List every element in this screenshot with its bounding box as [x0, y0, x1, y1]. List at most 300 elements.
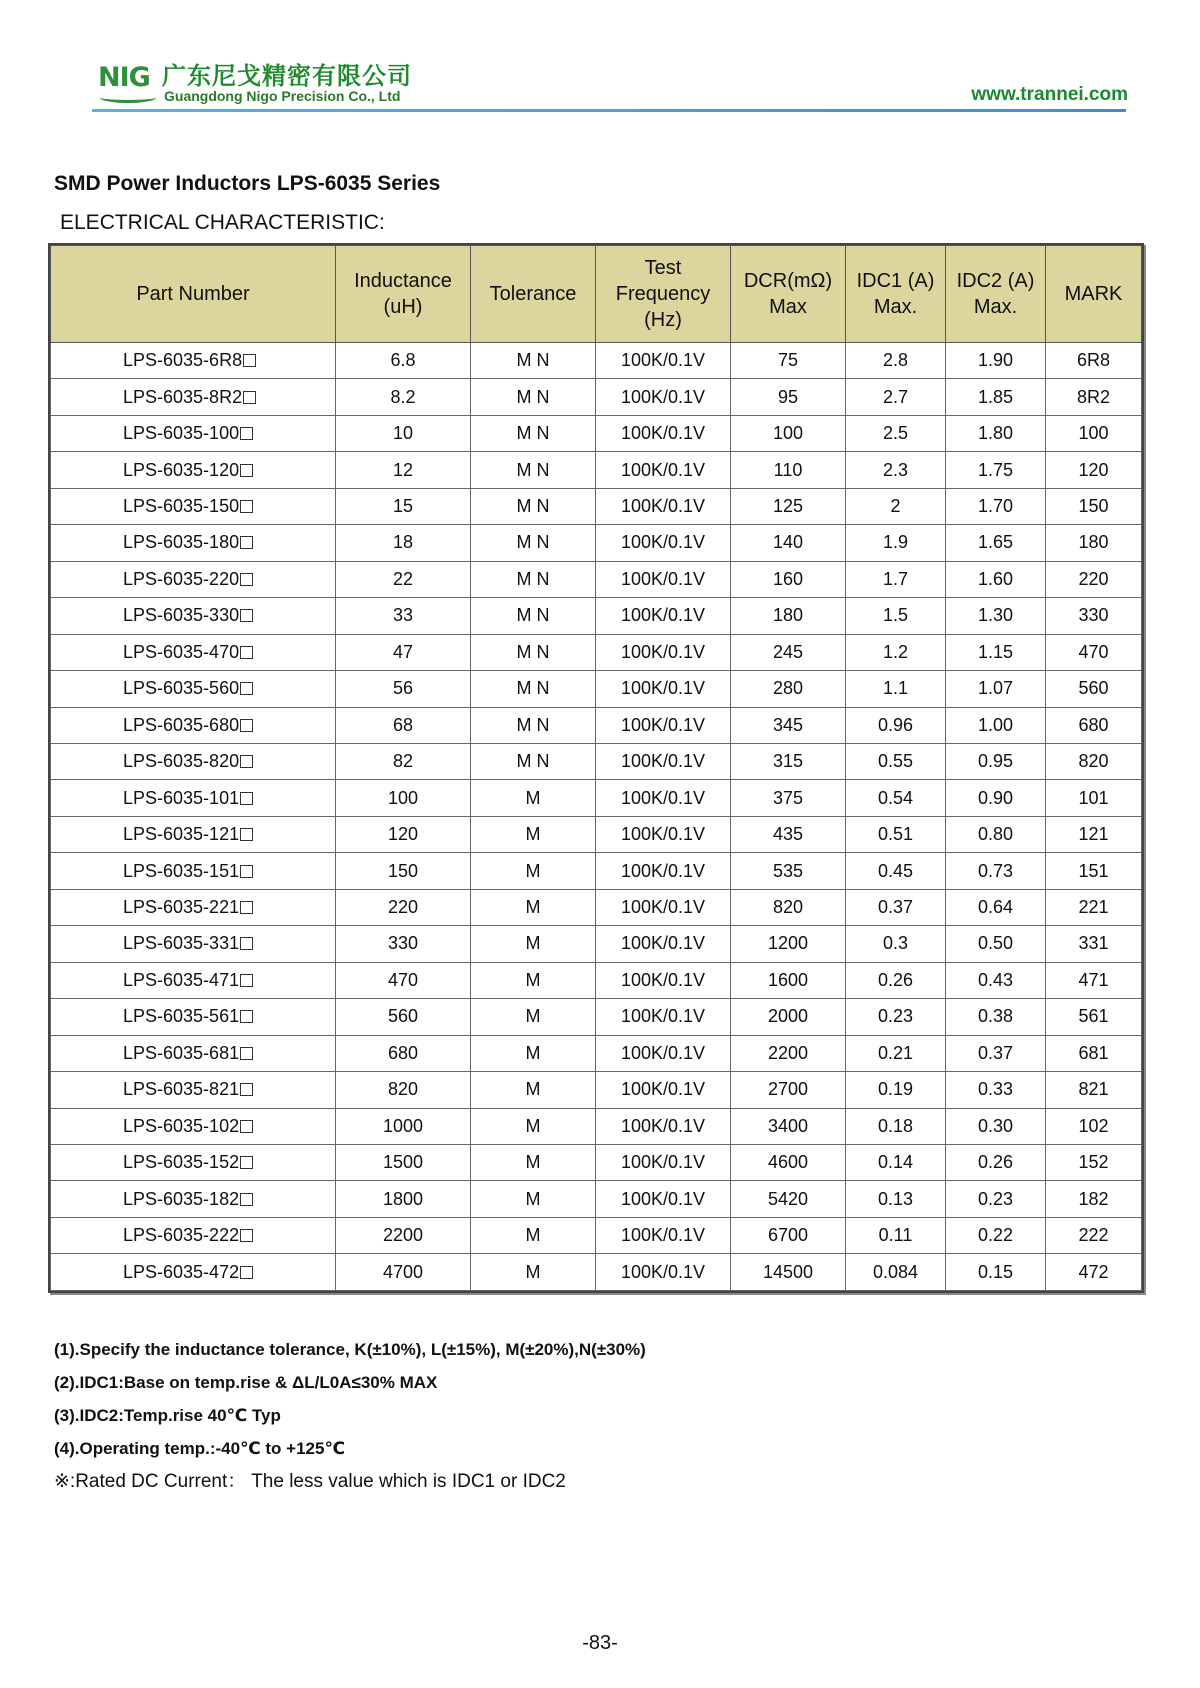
part-number-text: LPS-6035-220 [123, 568, 240, 589]
idc1-cell: 0.13 [846, 1181, 946, 1217]
tolerance-code-box-icon [240, 500, 253, 513]
tolerance-cell: M [471, 1072, 596, 1108]
table-row [51, 962, 1142, 998]
tolerance-code-box-icon [240, 427, 253, 440]
idc2-cell: 0.33 [946, 1072, 1046, 1108]
test-frequency-cell: 100K/0.1V [596, 999, 731, 1035]
idc1-cell: 0.14 [846, 1144, 946, 1180]
dcr-cell: 160 [731, 561, 846, 597]
test-frequency-cell: 100K/0.1V [596, 1217, 731, 1253]
idc2-cell: 0.37 [946, 1035, 1046, 1071]
tolerance-cell: M N [471, 634, 596, 670]
part-number-cell [51, 561, 336, 597]
table-row [51, 1108, 1142, 1144]
tolerance-cell: M [471, 780, 596, 816]
dcr-cell: 280 [731, 671, 846, 707]
mark-cell: 820 [1046, 743, 1142, 779]
tolerance-cell: M N [471, 707, 596, 743]
table-row [51, 1072, 1142, 1108]
part-number-text: LPS-6035-561 [123, 1006, 240, 1027]
inductance-cell: 2200 [336, 1217, 471, 1253]
idc2-cell: 0.22 [946, 1217, 1046, 1253]
table-row [51, 634, 1142, 670]
inductance-cell: 56 [336, 671, 471, 707]
idc2-cell: 0.50 [946, 926, 1046, 962]
idc1-cell: 2.8 [846, 343, 946, 379]
inductance-cell: 680 [336, 1035, 471, 1071]
idc1-cell: 0.26 [846, 962, 946, 998]
idc2-cell: 0.38 [946, 999, 1046, 1035]
page-header [98, 52, 1128, 112]
idc1-cell: 0.45 [846, 853, 946, 889]
part-number-text: LPS-6035-182 [123, 1188, 240, 1209]
idc1-cell: 0.18 [846, 1108, 946, 1144]
mark-cell: 471 [1046, 962, 1142, 998]
idc2-cell: 1.07 [946, 671, 1046, 707]
mark-cell: 152 [1046, 1144, 1142, 1180]
page-number: -83- [582, 1632, 618, 1654]
tolerance-cell: M N [471, 743, 596, 779]
table-row [51, 598, 1142, 634]
idc2-cell: 1.90 [946, 343, 1046, 379]
idc2-cell: 0.73 [946, 853, 1046, 889]
table-row [51, 488, 1142, 524]
test-frequency-cell: 100K/0.1V [596, 379, 731, 415]
idc1-cell: 1.5 [846, 598, 946, 634]
idc2-cell: 0.95 [946, 743, 1046, 779]
tolerance-cell: M [471, 1181, 596, 1217]
table-row [51, 853, 1142, 889]
tolerance-code-box-icon [240, 1083, 253, 1096]
mark-cell: 151 [1046, 853, 1142, 889]
part-number-cell [51, 743, 336, 779]
idc2-cell: 1.70 [946, 488, 1046, 524]
tolerance-cell: M N [471, 561, 596, 597]
dcr-cell: 75 [731, 343, 846, 379]
part-number-cell [51, 816, 336, 852]
dcr-cell: 95 [731, 379, 846, 415]
test-frequency-cell: 100K/0.1V [596, 415, 731, 451]
tolerance-code-box-icon [243, 354, 256, 367]
tolerance-cell: M N [471, 415, 596, 451]
inductance-cell: 4700 [336, 1254, 471, 1291]
col-header-dcr: DCR(mΩ) Max [731, 246, 846, 343]
col-header-idc2: IDC2 (A) Max. [946, 246, 1046, 343]
table-row [51, 561, 1142, 597]
test-frequency-cell: 100K/0.1V [596, 780, 731, 816]
mark-cell: 222 [1046, 1217, 1142, 1253]
dcr-cell: 535 [731, 853, 846, 889]
part-number-cell [51, 1254, 336, 1291]
test-frequency-cell: 100K/0.1V [596, 889, 731, 925]
part-number-text: LPS-6035-8R2 [123, 386, 243, 407]
tolerance-cell: M N [471, 488, 596, 524]
mark-cell: 150 [1046, 488, 1142, 524]
idc1-cell: 0.51 [846, 816, 946, 852]
dcr-cell: 4600 [731, 1144, 846, 1180]
dcr-cell: 1200 [731, 926, 846, 962]
idc1-cell: 0.21 [846, 1035, 946, 1071]
mark-cell: 100 [1046, 415, 1142, 451]
mark-cell: 101 [1046, 780, 1142, 816]
idc2-cell: 0.23 [946, 1181, 1046, 1217]
idc2-cell: 0.15 [946, 1254, 1046, 1291]
inductance-cell: 560 [336, 999, 471, 1035]
tolerance-code-box-icon [240, 1120, 253, 1133]
tolerance-code-box-icon [240, 1193, 253, 1206]
dcr-cell: 6700 [731, 1217, 846, 1253]
idc1-cell: 2.7 [846, 379, 946, 415]
website-link[interactable]: www.trannei.com [971, 84, 1128, 105]
col-header-mark: MARK [1046, 246, 1142, 343]
inductance-cell: 100 [336, 780, 471, 816]
tolerance-cell: M [471, 926, 596, 962]
idc1-cell: 0.55 [846, 743, 946, 779]
idc1-cell: 0.23 [846, 999, 946, 1035]
mark-cell: 330 [1046, 598, 1142, 634]
part-number-cell [51, 1144, 336, 1180]
inductance-cell: 47 [336, 634, 471, 670]
tolerance-cell: M [471, 999, 596, 1035]
dcr-cell: 245 [731, 634, 846, 670]
test-frequency-cell: 100K/0.1V [596, 1108, 731, 1144]
idc1-cell: 0.37 [846, 889, 946, 925]
notes-section [54, 1333, 646, 1498]
test-frequency-cell: 100K/0.1V [596, 598, 731, 634]
table-row [51, 780, 1142, 816]
tolerance-cell: M [471, 889, 596, 925]
inductance-cell: 330 [336, 926, 471, 962]
mark-cell: 331 [1046, 926, 1142, 962]
idc1-cell: 0.96 [846, 707, 946, 743]
tolerance-code-box-icon [240, 573, 253, 586]
idc2-cell: 1.75 [946, 452, 1046, 488]
part-number-cell [51, 1217, 336, 1253]
idc2-cell: 1.85 [946, 379, 1046, 415]
dcr-cell: 315 [731, 743, 846, 779]
tolerance-code-box-icon [240, 865, 253, 878]
part-number-text: LPS-6035-221 [123, 897, 240, 918]
inductance-cell: 12 [336, 452, 471, 488]
part-number-cell [51, 343, 336, 379]
tolerance-cell: M N [471, 671, 596, 707]
dcr-cell: 14500 [731, 1254, 846, 1291]
table-row [51, 743, 1142, 779]
test-frequency-cell: 100K/0.1V [596, 1144, 731, 1180]
dcr-cell: 5420 [731, 1181, 846, 1217]
part-number-text: LPS-6035-101 [123, 787, 240, 808]
col-header-tolerance: Tolerance [471, 246, 596, 343]
dcr-cell: 1600 [731, 962, 846, 998]
mark-cell: 221 [1046, 889, 1142, 925]
part-number-cell [51, 598, 336, 634]
part-number-text: LPS-6035-6R8 [123, 350, 243, 371]
idc1-cell: 1.9 [846, 525, 946, 561]
idc2-cell: 0.30 [946, 1108, 1046, 1144]
tolerance-cell: M [471, 1254, 596, 1291]
tolerance-code-box-icon [240, 536, 253, 549]
idc2-cell: 1.60 [946, 561, 1046, 597]
tolerance-cell: M [471, 816, 596, 852]
part-number-text: LPS-6035-821 [123, 1079, 240, 1100]
part-number-cell [51, 379, 336, 415]
test-frequency-cell: 100K/0.1V [596, 1181, 731, 1217]
idc2-cell: 0.64 [946, 889, 1046, 925]
inductance-cell: 150 [336, 853, 471, 889]
part-number-text: LPS-6035-151 [123, 860, 240, 881]
idc1-cell: 0.11 [846, 1217, 946, 1253]
logo-text: NIG [98, 62, 150, 93]
part-number-text: LPS-6035-121 [123, 824, 240, 845]
mark-cell: 472 [1046, 1254, 1142, 1291]
tolerance-code-box-icon [240, 609, 253, 622]
inductance-cell: 1000 [336, 1108, 471, 1144]
inductance-cell: 6.8 [336, 343, 471, 379]
mark-cell: 121 [1046, 816, 1142, 852]
table-row [51, 671, 1142, 707]
test-frequency-cell: 100K/0.1V [596, 671, 731, 707]
mark-cell: 470 [1046, 634, 1142, 670]
tolerance-code-box-icon [240, 1010, 253, 1023]
idc1-cell: 0.54 [846, 780, 946, 816]
dcr-cell: 140 [731, 525, 846, 561]
test-frequency-cell: 100K/0.1V [596, 743, 731, 779]
table-row [51, 999, 1142, 1035]
idc1-cell: 1.2 [846, 634, 946, 670]
table-row [51, 1254, 1142, 1291]
inductance-cell: 68 [336, 707, 471, 743]
tolerance-code-box-icon [240, 1047, 253, 1060]
test-frequency-cell: 100K/0.1V [596, 1035, 731, 1071]
table-header-row [51, 246, 1142, 343]
inductance-cell: 820 [336, 1072, 471, 1108]
note-2: (2).IDC1:Base on temp.rise & ΔL/L0A≤30% MAX [54, 1373, 438, 1392]
tolerance-cell: M N [471, 598, 596, 634]
idc1-cell: 2 [846, 488, 946, 524]
part-number-text: LPS-6035-472 [123, 1261, 240, 1282]
test-frequency-cell: 100K/0.1V [596, 525, 731, 561]
part-number-cell [51, 707, 336, 743]
idc2-cell: 0.43 [946, 962, 1046, 998]
idc1-cell: 0.19 [846, 1072, 946, 1108]
table-row [51, 1035, 1142, 1071]
part-number-text: LPS-6035-180 [123, 532, 240, 553]
dcr-cell: 2200 [731, 1035, 846, 1071]
tolerance-code-box-icon [240, 937, 253, 950]
part-number-text: LPS-6035-680 [123, 714, 240, 735]
idc2-cell: 0.90 [946, 780, 1046, 816]
idc1-cell: 0.084 [846, 1254, 946, 1291]
table-row [51, 816, 1142, 852]
tolerance-cell: M [471, 853, 596, 889]
spec-table-container [48, 243, 1144, 1293]
inductance-cell: 470 [336, 962, 471, 998]
table-row [51, 1217, 1142, 1253]
dcr-cell: 125 [731, 488, 846, 524]
part-number-text: LPS-6035-470 [123, 641, 240, 662]
inductance-cell: 1800 [336, 1181, 471, 1217]
test-frequency-cell: 100K/0.1V [596, 343, 731, 379]
part-number-cell [51, 1035, 336, 1071]
dcr-cell: 820 [731, 889, 846, 925]
test-frequency-cell: 100K/0.1V [596, 816, 731, 852]
part-number-cell [51, 671, 336, 707]
tolerance-code-box-icon [240, 828, 253, 841]
tolerance-code-box-icon [240, 646, 253, 659]
tolerance-cell: M [471, 962, 596, 998]
tolerance-code-box-icon [240, 1229, 253, 1242]
tolerance-cell: M N [471, 525, 596, 561]
inductance-cell: 10 [336, 415, 471, 451]
table-row [51, 1181, 1142, 1217]
part-number-text: LPS-6035-471 [123, 969, 240, 990]
mark-cell: 8R2 [1046, 379, 1142, 415]
test-frequency-cell: 100K/0.1V [596, 707, 731, 743]
part-number-cell [51, 1181, 336, 1217]
tolerance-code-box-icon [240, 755, 253, 768]
tolerance-cell: M [471, 1108, 596, 1144]
part-number-cell [51, 452, 336, 488]
company-name-en: Guangdong Nigo Precision Co., Ltd [164, 88, 401, 104]
part-number-text: LPS-6035-330 [123, 605, 240, 626]
note-3: (3).IDC2:Temp.rise 40℃ Typ [54, 1406, 281, 1425]
inductance-cell: 82 [336, 743, 471, 779]
part-number-cell [51, 488, 336, 524]
idc1-cell: 0.3 [846, 926, 946, 962]
idc1-cell: 2.3 [846, 452, 946, 488]
idc2-cell: 1.80 [946, 415, 1046, 451]
inductance-cell: 15 [336, 488, 471, 524]
tolerance-code-box-icon [240, 1266, 253, 1279]
dcr-cell: 100 [731, 415, 846, 451]
tolerance-cell: M [471, 1035, 596, 1071]
tolerance-code-box-icon [240, 719, 253, 732]
inductance-cell: 18 [336, 525, 471, 561]
col-header-part-number: Part Number [51, 246, 336, 343]
test-frequency-cell: 100K/0.1V [596, 561, 731, 597]
table-row [51, 452, 1142, 488]
test-frequency-cell: 100K/0.1V [596, 634, 731, 670]
table-row [51, 525, 1142, 561]
inductance-cell: 22 [336, 561, 471, 597]
table-row [51, 415, 1142, 451]
idc2-cell: 1.00 [946, 707, 1046, 743]
part-number-cell [51, 999, 336, 1035]
part-number-cell [51, 1072, 336, 1108]
idc2-cell: 1.30 [946, 598, 1046, 634]
test-frequency-cell: 100K/0.1V [596, 452, 731, 488]
part-number-text: LPS-6035-222 [123, 1225, 240, 1246]
mark-cell: 180 [1046, 525, 1142, 561]
inductance-cell: 33 [336, 598, 471, 634]
dcr-cell: 2700 [731, 1072, 846, 1108]
tolerance-cell: M N [471, 343, 596, 379]
mark-cell: 821 [1046, 1072, 1142, 1108]
part-number-text: LPS-6035-150 [123, 496, 240, 517]
idc2-cell: 1.65 [946, 525, 1046, 561]
part-number-text: LPS-6035-100 [123, 423, 240, 444]
header-divider [92, 109, 1126, 112]
table-row [51, 889, 1142, 925]
table-row [51, 343, 1142, 379]
table-row [51, 926, 1142, 962]
test-frequency-cell: 100K/0.1V [596, 853, 731, 889]
spec-table [50, 245, 1142, 1291]
inductance-cell: 1500 [336, 1144, 471, 1180]
mark-cell: 220 [1046, 561, 1142, 597]
test-frequency-cell: 100K/0.1V [596, 1254, 731, 1291]
tolerance-code-box-icon [243, 391, 256, 404]
tolerance-code-box-icon [240, 464, 253, 477]
part-number-cell [51, 415, 336, 451]
tolerance-cell: M [471, 1217, 596, 1253]
part-number-text: LPS-6035-820 [123, 751, 240, 772]
mark-cell: 681 [1046, 1035, 1142, 1071]
mark-cell: 561 [1046, 999, 1142, 1035]
mark-cell: 680 [1046, 707, 1142, 743]
col-header-idc1: IDC1 (A) Max. [846, 246, 946, 343]
note-1: (1).Specify the inductance tolerance, K(±10%), L(±15%), M(±20%),N(±30%) [54, 1340, 646, 1359]
test-frequency-cell: 100K/0.1V [596, 1072, 731, 1108]
tolerance-code-box-icon [240, 974, 253, 987]
part-number-text: LPS-6035-560 [123, 678, 240, 699]
idc1-cell: 1.7 [846, 561, 946, 597]
part-number-text: LPS-6035-152 [123, 1152, 240, 1173]
part-number-text: LPS-6035-120 [123, 459, 240, 480]
idc2-cell: 1.15 [946, 634, 1046, 670]
idc2-cell: 0.80 [946, 816, 1046, 852]
part-number-cell [51, 853, 336, 889]
dcr-cell: 2000 [731, 999, 846, 1035]
dcr-cell: 435 [731, 816, 846, 852]
tolerance-code-box-icon [240, 901, 253, 914]
tolerance-code-box-icon [240, 792, 253, 805]
col-header-inductance: Inductance (uH) [336, 246, 471, 343]
mark-cell: 102 [1046, 1108, 1142, 1144]
company-name-cn: 广东尼戈精密有限公司 [162, 62, 412, 90]
part-number-cell [51, 962, 336, 998]
dcr-cell: 375 [731, 780, 846, 816]
part-number-cell [51, 889, 336, 925]
table-row [51, 1144, 1142, 1180]
tolerance-cell: M N [471, 452, 596, 488]
idc2-cell: 0.26 [946, 1144, 1046, 1180]
rated-current-note: ※:Rated DC Current： The less value which is IDC1 or IDC2 [54, 1471, 566, 1492]
note-4: (4).Operating temp.:-40℃ to +125℃ [54, 1439, 346, 1458]
part-number-cell [51, 780, 336, 816]
logo-swoosh-icon [100, 92, 156, 103]
tolerance-code-box-icon [240, 682, 253, 695]
mark-cell: 182 [1046, 1181, 1142, 1217]
tolerance-cell: M [471, 1144, 596, 1180]
company-logo [98, 62, 158, 102]
part-number-cell [51, 926, 336, 962]
col-header-test-frequency: Test Frequency (Hz) [596, 246, 731, 343]
test-frequency-cell: 100K/0.1V [596, 962, 731, 998]
test-frequency-cell: 100K/0.1V [596, 488, 731, 524]
spec-table-body [51, 343, 1142, 1291]
dcr-cell: 110 [731, 452, 846, 488]
part-number-text: LPS-6035-331 [123, 933, 240, 954]
part-number-cell [51, 1108, 336, 1144]
inductance-cell: 120 [336, 816, 471, 852]
inductance-cell: 220 [336, 889, 471, 925]
tolerance-cell: M N [471, 379, 596, 415]
section-title: ELECTRICAL CHARACTERISTIC: [60, 211, 385, 234]
dcr-cell: 345 [731, 707, 846, 743]
mark-cell: 120 [1046, 452, 1142, 488]
dcr-cell: 180 [731, 598, 846, 634]
